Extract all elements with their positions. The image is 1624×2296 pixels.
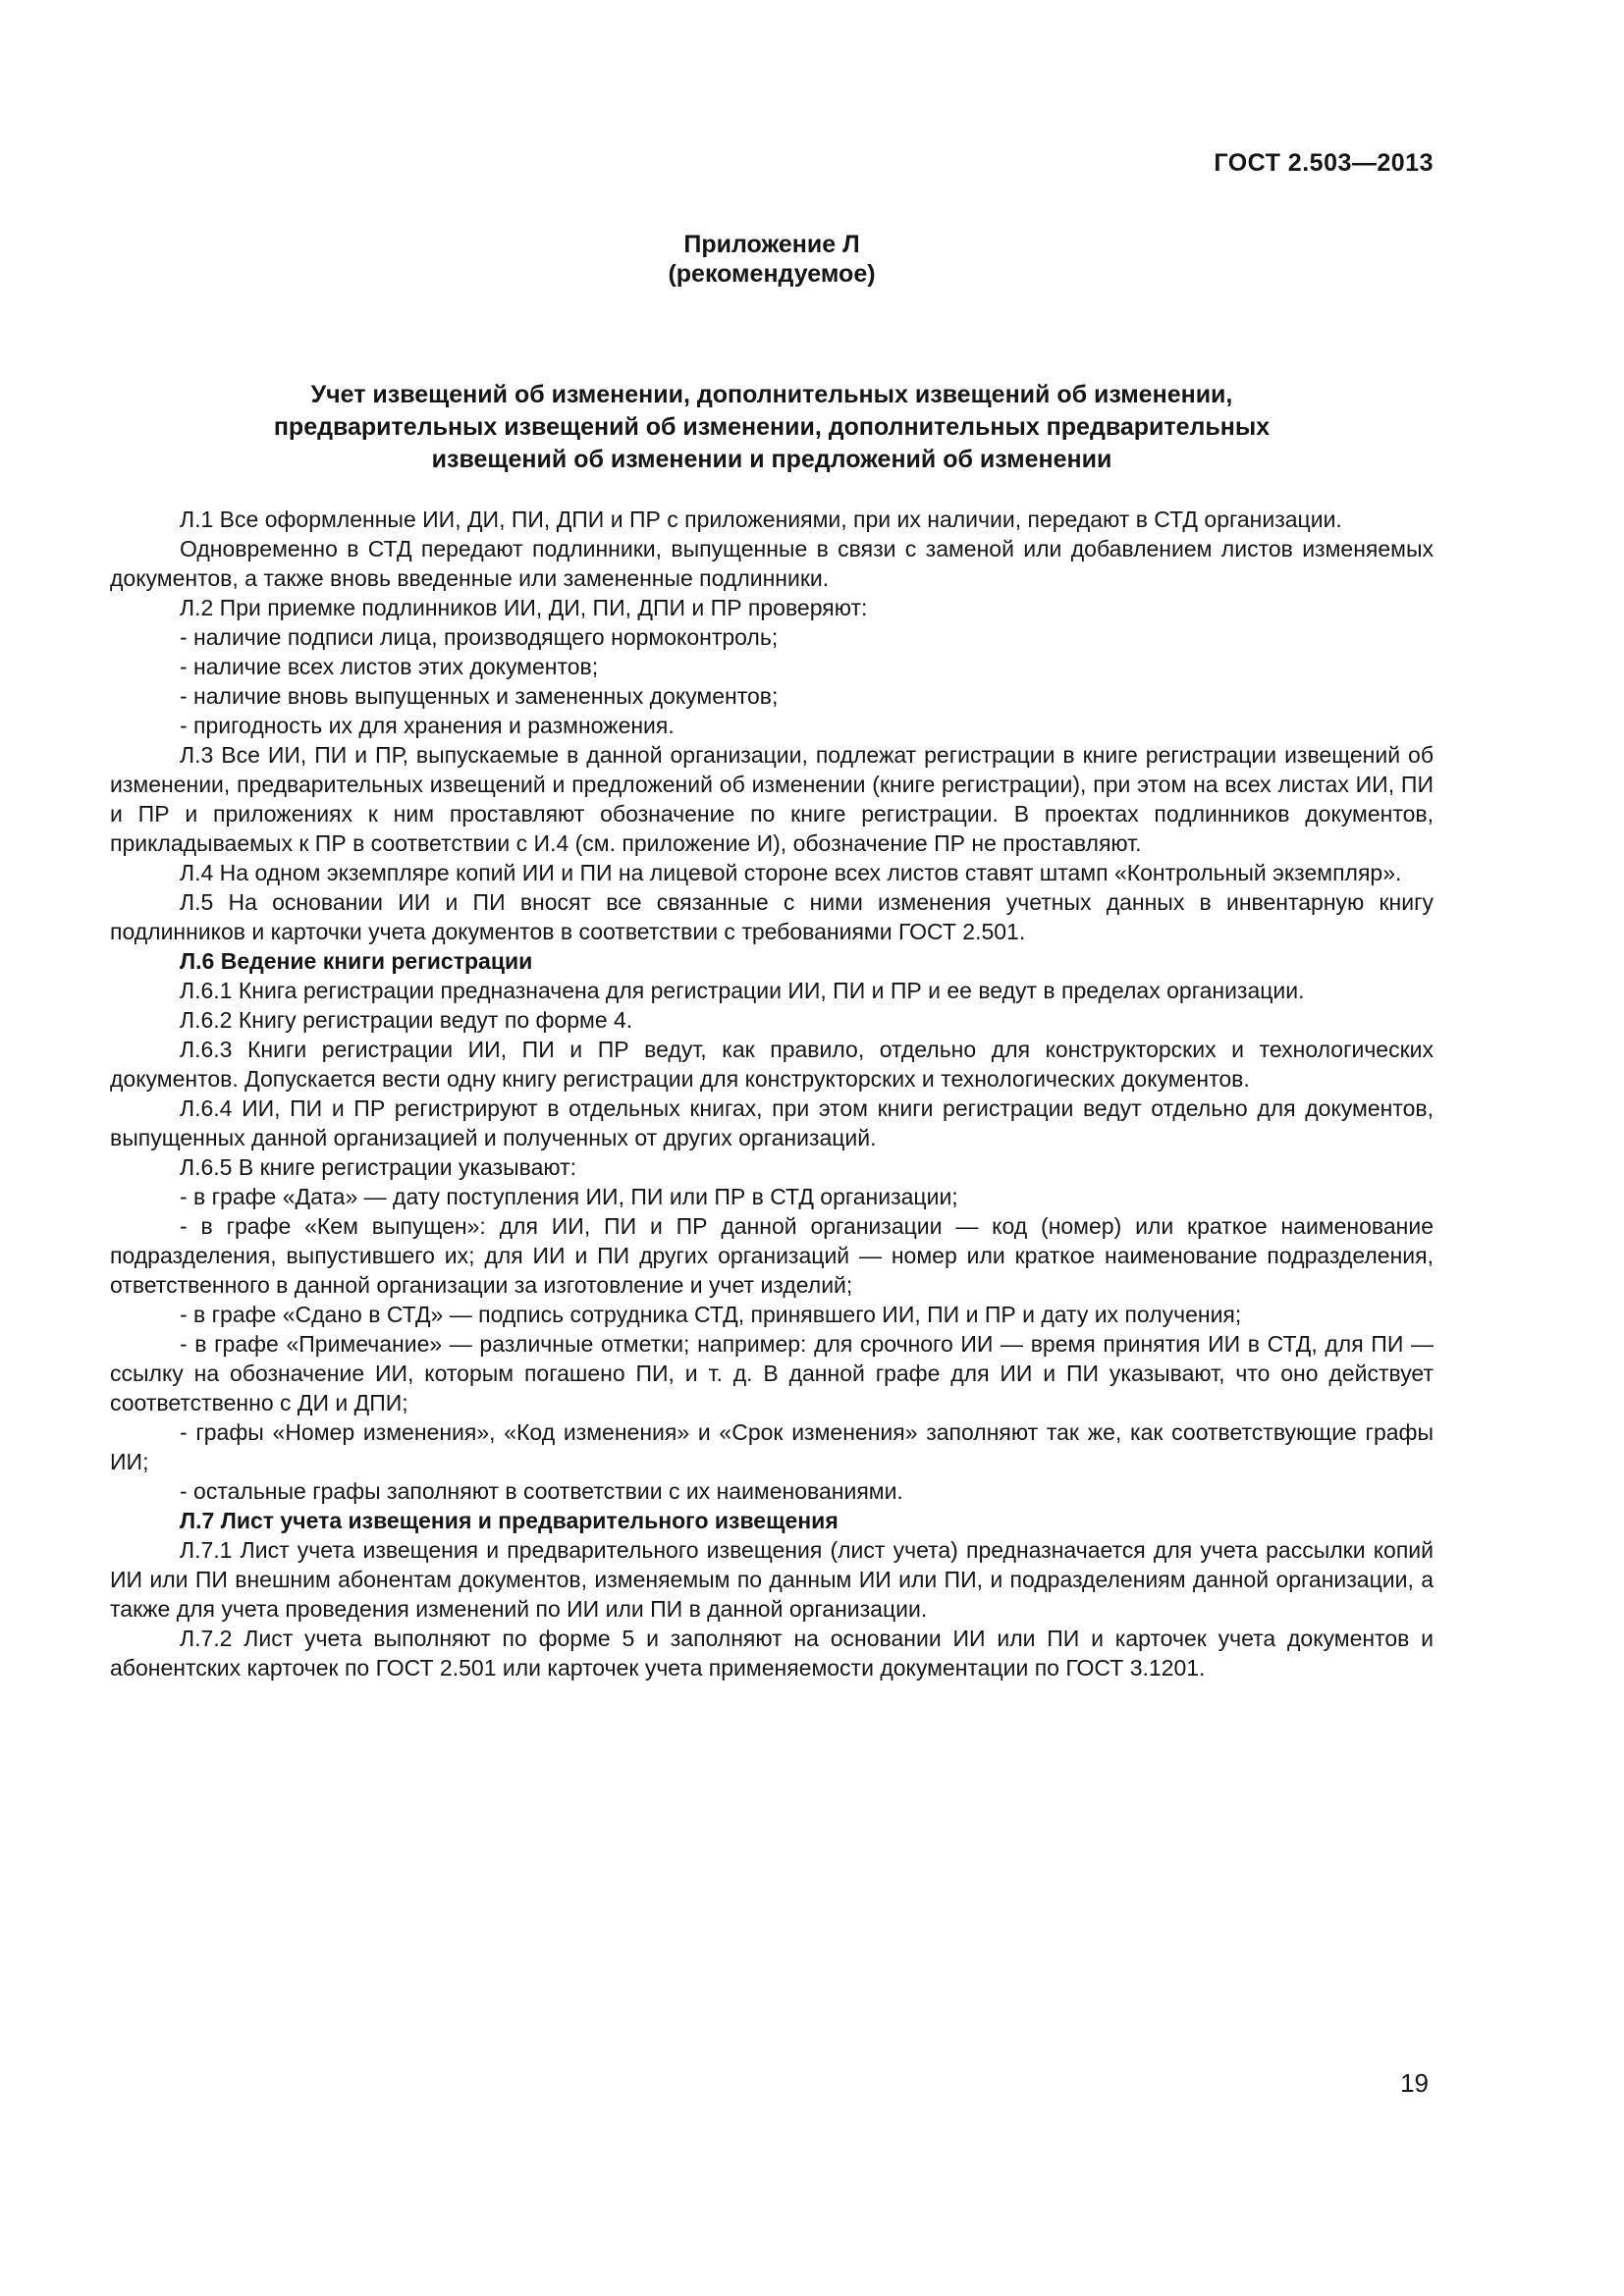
document-title (110, 379, 1434, 476)
title-line: предварительных извещений об изменении, дополнительных предварительных (273, 413, 1271, 441)
list-item: - пригодность их для хранения и размножения. (180, 713, 675, 738)
title-line: извещений об изменении и предложений об изменении (431, 446, 1112, 473)
paragraph-l1: Л.1 Все оформленные ИИ, ДИ, ПИ, ДПИ и ПР с приложениями, при их наличии, передают в СТД организации. (180, 507, 1342, 532)
paragraph-l4: Л.4 На одном экземпляре копий ИИ и ПИ на лицевой стороне всех листов ставят штамп «Контрольный экземпляр». (180, 860, 1402, 885)
standard-code: ГОСТ 2.503—2013 (1214, 149, 1434, 177)
list-item: - наличие всех листов этих документов; (180, 654, 599, 679)
list-item: - в графе «Примечание» — различные отметки; например: для срочного ИИ — время принятия ИИ в СТД, для ПИ — ссылку на обозначение ИИ, которым погашено ПИ, и т. д. В данной графе для ИИ и ПИ указывают, что оно действует соответственно с ДИ и ДПИ; (110, 1331, 1434, 1415)
paragraph-l1-2: Одновременно в СТД передают подлинники, выпущенные в связи с заменой или добавлением листов изменяемых документов, а также вновь введенные или замененные подлинники. (110, 536, 1434, 591)
list-item: - наличие подписи лица, производящего нормоконтроль; (180, 624, 779, 650)
list-item: - в графе «Сдано в СТД» — подпись сотрудника СТД, принявшего ИИ, ПИ и ПР и дату их получения; (180, 1302, 1242, 1327)
list-item: - в графе «Кем выпущен»: для ИИ, ПИ и ПР данной организации — код (номер) или краткое наименование подразделения, выпустившего их; для ИИ и ПИ других организаций — номер или краткое наименование подразделения, ответственного в данной организации за изготовление и учет изделий; (110, 1213, 1434, 1298)
list-item: - графы «Номер изменения», «Код изменения» и «Срок изменения» заполняют так же, как соответствующие графы ИИ; (110, 1419, 1434, 1474)
list-item: - остальные графы заполняют в соответствии с их наименованиями. (180, 1478, 903, 1504)
paragraph-l61: Л.6.1 Книга регистрации предназначена для регистрации ИИ, ПИ и ПР и ее ведут в пределах организации. (180, 978, 1305, 1003)
paragraph-l2: Л.2 При приемке подлинников ИИ, ДИ, ПИ, ДПИ и ПР проверяют: (180, 595, 868, 620)
paragraph-l62: Л.6.2 Книгу регистрации ведут по форме 4. (180, 1007, 633, 1033)
paragraph-l65: Л.6.5 В книге регистрации указывают: (180, 1154, 577, 1180)
appendix-label: Приложение Л (683, 231, 860, 258)
paragraph-l5: Л.5 На основании ИИ и ПИ вносят все связанные с ними изменения учетных данных в инвентарную книгу подлинников и карточки учета документов в соответствии с требованиями ГОСТ 2.501. (110, 889, 1434, 944)
paragraph-l71: Л.7.1 Лист учета извещения и предварительного извещения (лист учета) предназначается для учета рассылки копий ИИ или ПИ внешним абонентам документов, изменяемым по данным ИИ или ПИ, и подразделениям данной организации, а также для учета проведения изменений по ИИ или ПИ в данной организации. (110, 1537, 1434, 1622)
section-heading-l6: Л.6 Ведение книги регистрации (180, 948, 533, 974)
appendix-block (110, 230, 1434, 289)
page-number: 19 (1400, 2068, 1429, 2098)
list-item: - в графе «Дата» — дату поступления ИИ, ПИ или ПР в СТД организации; (180, 1184, 958, 1209)
paragraph-l64: Л.6.4 ИИ, ПИ и ПР регистрируют в отдельных книгах, при этом книги регистрации ведут отдельно для документов, выпущенных данной организацией и полученных от других организаций. (110, 1095, 1434, 1150)
appendix-status: (рекомендуемое) (668, 260, 876, 288)
list-item: - наличие вновь выпущенных и замененных документов; (180, 683, 779, 709)
section-heading-l7: Л.7 Лист учета извещения и предварительного извещения (180, 1508, 839, 1533)
body-text (110, 505, 1434, 1682)
title-line: Учет извещений об изменении, дополнительных извещений об изменении, (310, 381, 1233, 408)
paragraph-l3: Л.3 Все ИИ, ПИ и ПР, выпускаемые в данной организации, подлежат регистрации в книге регистрации извещений об изменении, предварительных извещений и предложений об изменении (книге регистрации), при этом на всех листах ИИ, ПИ и ПР и приложениях к ним проставляют обозначение по книге регистрации. В проектах подлинников документов, прикладываемых к ПР в соответствии с И.4 (см. приложение И), обозначение ПР не проставляют. (110, 742, 1434, 856)
paragraph-l72: Л.7.2 Лист учета выполняют по форме 5 и заполняют на основании ИИ или ПИ и карточек учета документов и абонентских карточек по ГОСТ 2.501 или карточек учета применяемости документации по ГОСТ 3.1201. (110, 1626, 1434, 1681)
paragraph-l63: Л.6.3 Книги регистрации ИИ, ПИ и ПР ведут, как правило, отдельно для конструкторских и технологических документов. Допускается вести одну книгу регистрации для конструкторских и технологических документов. (110, 1037, 1434, 1092)
